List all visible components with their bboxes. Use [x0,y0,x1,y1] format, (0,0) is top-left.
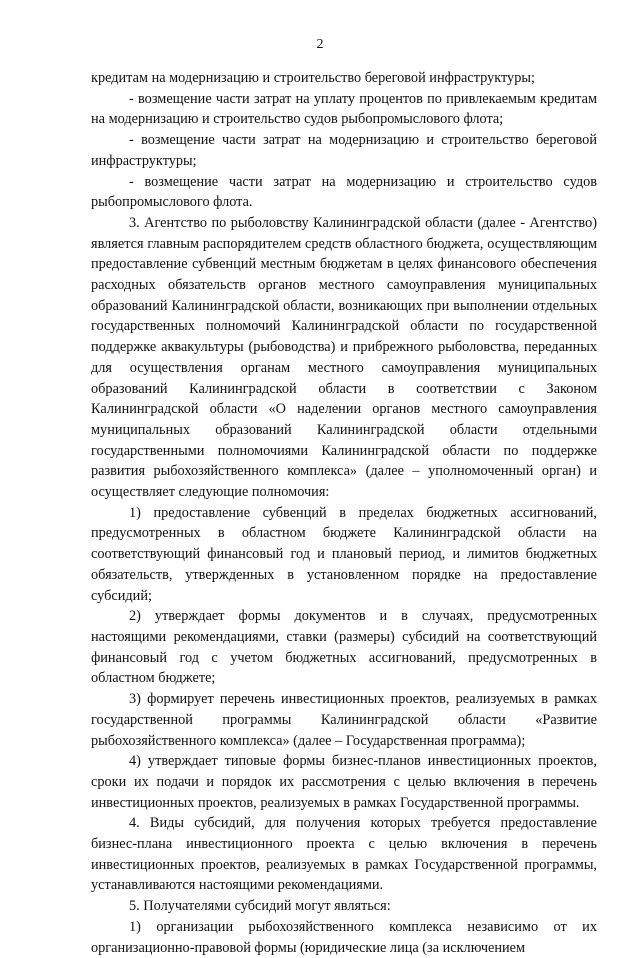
list-item-coastal-infrastructure: - возмещение части затрат на модернизацию и строительство береговой инфраструктуры; [91,132,597,169]
paragraph-agency-clause: 3. Агентство по рыболовству Калининградской области (далее - Агентство) является главным распорядителем средств областного бюджета, осуществляющим предоставление субвенций местным бюджетам в целях финансового обеспечения расходных обязательств органов местного самоуправления муниципальных образований Калининградской области, возникающих при выполнении отдельных государственных полномочий Калининградской области по государственной поддержке аквакультуры (рыбоводства) и прибрежного рыболовства, переданных для осуществления органам местного самоуправления муниципальных образований Калининградской области в соответствии с Законом Калининградской области «О наделении органов местного самоуправления муниципальных образований Калининградской области отдельными государственными полномочиями Калининградской области по поддержке развития рыбохозяйственного комплекса» (далее – уполномоченный орган) и осуществляет следующие полномочия: [91,214,597,501]
list-item-organizations: 1) организации рыбохозяйственного комплекса независимо от их организационно-правовой формы (юридические лица (за исключением [91,918,597,956]
paragraph-subsidy-types: 4. Виды субсидий, для получения которых требуется предоставление бизнес-плана инвестиционного проекта с целью включения в перечень инвестиционных проектов, реализуемых в рамках Государственной программы, устанавливаются настоящими рекомендациями. [91,815,597,894]
list-item-fishing-fleet: - возмещение части затрат на модернизацию и строительство судов рыбопромыслового флота. [91,173,597,211]
list-item-subventions: 1) предоставление субвенций в пределах бюджетных ассигнований, предусмотренных в областном бюджете Калининградской области на соответствующий финансовый год и плановый период, и лимитов бюджетных обязательств, утвержденных в установленном порядке на предоставление субсидий; [91,504,597,604]
list-item-approves-forms: 2) утверждает формы документов и в случаях, предусмотренных настоящими рекомендациями, ставки (размеры) субсидий на соответствующий финансовый год с учетом бюджетных ассигнований, предусмотренных в областном бюджете; [91,608,597,687]
list-item-interest-subsidy: - возмещение части затрат на уплату процентов по привлекаемым кредитам на модернизацию и строительство судов рыбопромыслового флота; [91,90,597,128]
page-number: 2 [316,37,324,52]
paragraph-recipients: 5. Получателями субсидий могут являться: [129,898,391,915]
document-body [91,68,597,958]
list-item-business-plans: 4) утверждает типовые формы бизнес-планов инвестиционных проектов, сроки их подачи и порядок их рассмотрения с целью включения в перечень инвестиционных проектов, реализуемых в рамках Государственной программы. [91,753,597,811]
list-item-project-list: 3) формирует перечень инвестиционных проектов, реализуемых в рамках государственной программы Калининградской области «Развитие рыбохозяйственного комплекса» (далее – Государственная программа); [91,691,597,749]
paragraph-continuation: кредитам на модернизацию и строительство береговой инфраструктуры; [91,70,535,86]
